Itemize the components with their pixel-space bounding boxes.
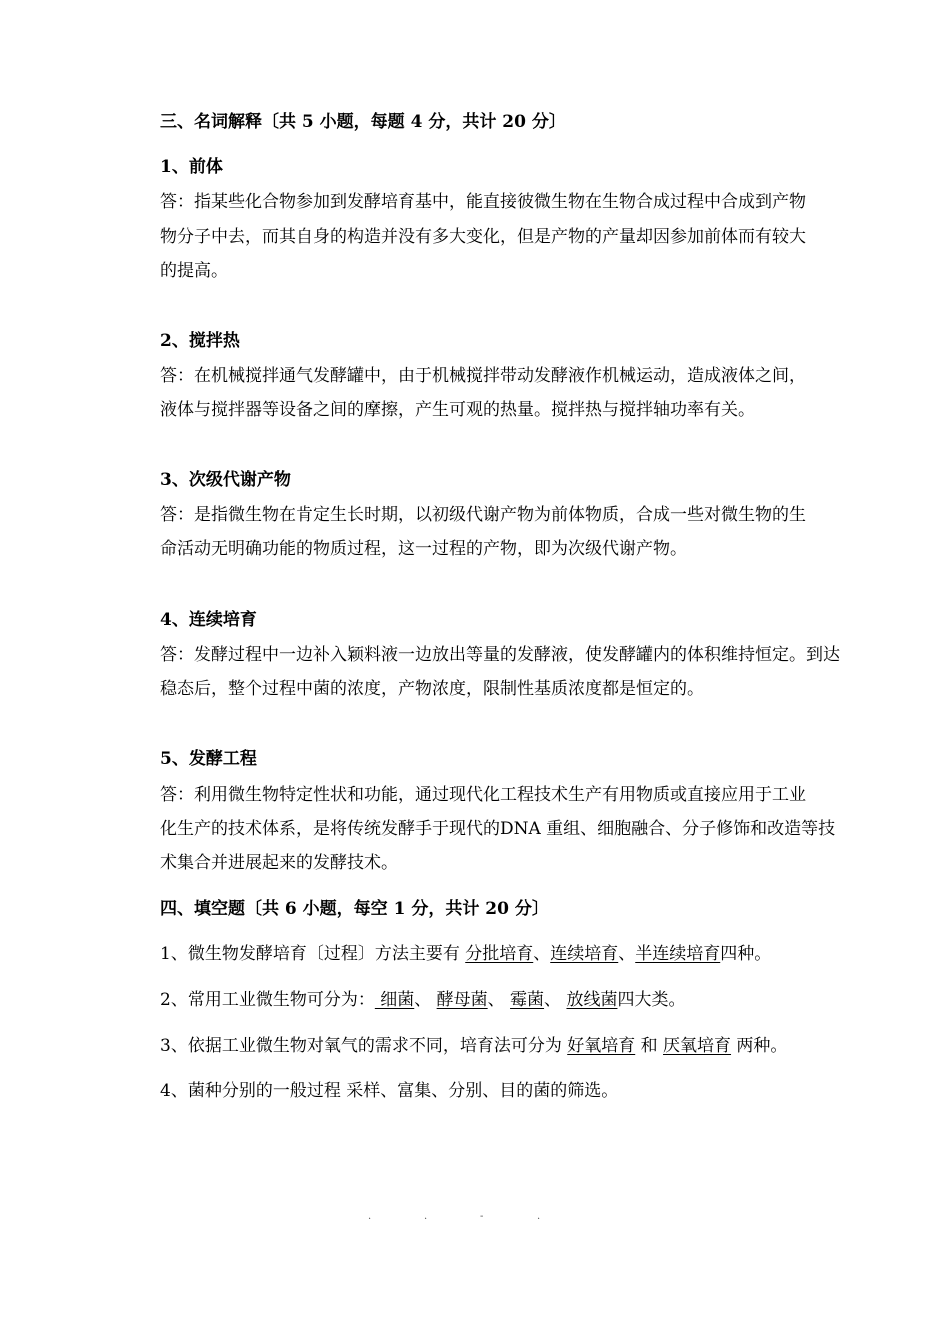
term-1-answer-line-1: 答：指某些化合物参加到发酵培育基中，能直接彼微生物在生物合成过程中合成到产物 xyxy=(160,192,806,212)
separator: 、 xyxy=(618,944,636,964)
fill-question-2-suffix: 四大类。 xyxy=(617,990,686,1010)
separator: 、 xyxy=(533,944,551,964)
term-5-answer-line-3: 术集合并进展起来的发酵技术。 xyxy=(160,853,398,873)
fill-answer-bacteria: 细菌 xyxy=(374,990,415,1010)
fill-question-3-suffix: 两种。 xyxy=(731,1036,788,1056)
fill-question-4: 4、菌种分别的一般过程 采样、富集、分别、目的菌的筛选。 xyxy=(160,1081,619,1101)
fill-answer-batch-culture: 分批培育 xyxy=(465,944,534,964)
term-5-title: 5、发酵工程 xyxy=(160,749,257,769)
footer-dot: . xyxy=(368,1211,372,1222)
term-4-answer-line-2: 稳态后，整个过程中菌的浓度，产物浓度，限制性基质浓度都是恒定的。 xyxy=(160,679,704,699)
fill-question-2 xyxy=(160,989,685,1011)
term-5-answer-line-2: 化生产的技术体系，是将传统发酵手于现代的DNA 重组、细胞融合、分子修饰和改造等技 xyxy=(160,819,836,839)
footer-dot: . xyxy=(537,1211,541,1222)
fill-question-1-suffix: 四种。 xyxy=(720,944,772,964)
footer-dots xyxy=(360,1212,560,1222)
term-2-answer-line-2: 液体与搅拌器等设备之间的摩擦，产生可观的热量。搅拌热与搅拌轴功率有关。 xyxy=(160,400,755,420)
fill-question-1-text: 1、微生物发酵培育〔过程〕方法主要有 xyxy=(160,944,466,964)
term-2-title: 2、搅拌热 xyxy=(160,331,240,351)
fill-question-1 xyxy=(160,943,771,965)
fill-question-3-mid: 和 xyxy=(635,1036,664,1056)
term-3-title: 3、次级代谢产物 xyxy=(160,470,291,490)
fill-answer-actinomycetes: 放线菌 xyxy=(566,990,618,1010)
separator: 、 xyxy=(544,990,567,1010)
fill-answer-anaerobic-culture: 厌氧培育 xyxy=(663,1036,732,1056)
fill-question-3-text: 3、依据工业微生物对氧气的需求不同，培育法可分为 xyxy=(160,1036,568,1056)
separator: 、 xyxy=(487,990,511,1010)
term-3-answer-line-1: 答：是指微生物在肯定生长时期，以初级代谢产物为前体物质，合成一些对微生物的生 xyxy=(160,505,806,525)
fill-answer-yeast: 酵母菌 xyxy=(436,990,488,1010)
term-2-answer-line-1: 答：在机械搅拌通气发酵罐中，由于机械搅拌带动发酵液作机械运动，造成液体之间， xyxy=(160,366,806,386)
term-4-answer-line-1: 答：发酵过程中一边补入颖料液一边放出等量的发酵液，使发酵罐内的体积维持恒定。到达 xyxy=(160,645,840,665)
term-1-title: 1、前体 xyxy=(160,157,223,177)
fill-question-3 xyxy=(160,1035,787,1057)
term-1-answer-line-3: 的提高。 xyxy=(160,261,228,281)
fill-answer-continuous-culture: 连续培育 xyxy=(550,944,619,964)
term-4-title: 4、连续培育 xyxy=(160,610,257,630)
term-1-answer-line-2: 物分子中去，而其自身的构造并没有多大变化，但是产物的产量却因参加前体而有较大 xyxy=(160,227,806,247)
fill-question-2-text: 2、常用工业微生物可分为： xyxy=(160,990,375,1010)
fill-answer-mold: 霉菌 xyxy=(510,990,545,1010)
fill-answer-aerobic-culture: 好氧培育 xyxy=(567,1036,636,1056)
term-3-answer-line-2: 命活动无明确功能的物质过程，这一过程的产物，即为次级代谢产物。 xyxy=(160,539,687,559)
footer-dot: . xyxy=(424,1211,428,1222)
section-3-heading: 三、名词解释〔共 5 小题，每题 4 分，共计 20 分〕 xyxy=(160,112,566,132)
footer-dot: - xyxy=(480,1211,484,1222)
separator: 、 xyxy=(414,990,437,1010)
fill-answer-semi-continuous-culture: 半连续培育 xyxy=(635,944,721,964)
term-5-answer-line-1: 答：利用微生物特定性状和功能，通过现代化工程技术生产有用物质或直接应用于工业 xyxy=(160,785,806,805)
section-4-heading: 四、填空题〔共 6 小题，每空 1 分，共计 20 分〕 xyxy=(160,899,549,919)
